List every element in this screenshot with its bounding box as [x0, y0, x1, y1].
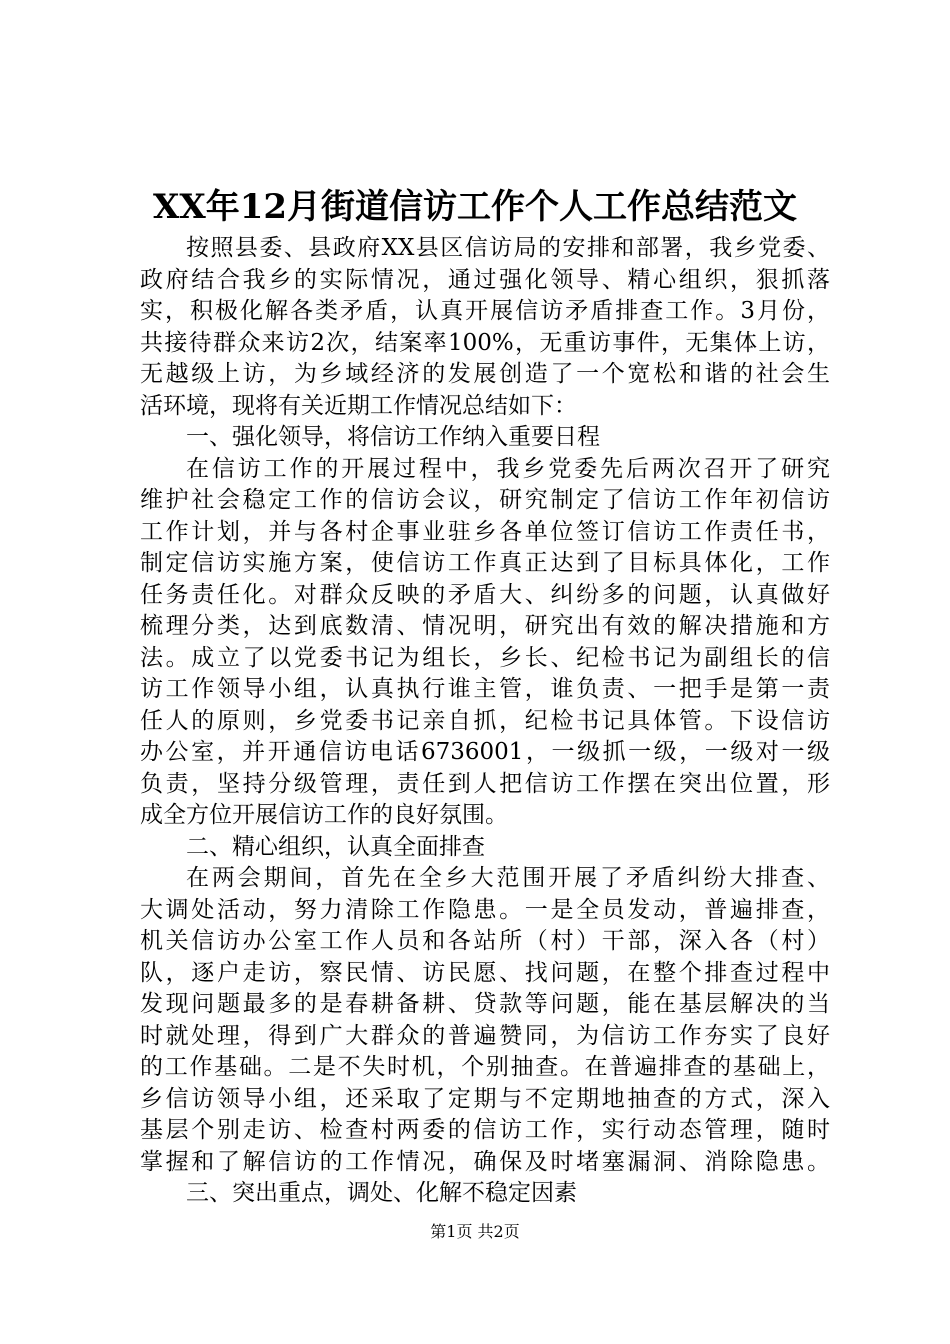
text-line: 法。成立了以党委书记为组长，乡长、纪检书记为副组长的信: [140, 644, 830, 671]
text-line: 队，逐户走访，察民情、访民愿、找问题，在整个排查过程中: [140, 959, 830, 986]
document-body: [140, 233, 830, 1210]
text-line: 时就处理，得到广大群众的普遍赞同，为信访工作夯实了良好: [140, 1022, 830, 1049]
text-line: 办公室，并开通信访电话6736001，一级抓一级，一级对一级: [140, 739, 830, 765]
text-line: 政府结合我乡的实际情况，通过强化领导、精心组织，狠抓落: [140, 266, 830, 293]
text-line: 任人的原则，乡党委书记亲自抓，纪检书记具体管。下设信访: [140, 707, 830, 734]
text-line: 按照县委、县政府XX县区信访局的安排和部署，我乡党委、: [186, 235, 830, 261]
text-line: 工作计划，并与各村企事业驻乡各单位签订信访工作责任书，: [140, 518, 830, 545]
text-line: 访工作领导小组，认真执行谁主管，谁负责、一把手是第一责: [140, 676, 830, 702]
text-line: 乡信访领导小组，还采取了定期与不定期地抽查的方式，深入: [140, 1085, 830, 1112]
text-line: 活环境，现将有关近期工作情况总结如下：: [140, 392, 577, 419]
document-title: XX年12月街道信访工作个人工作总结范文: [152, 187, 798, 227]
text-line: 在信访工作的开展过程中，我乡党委先后两次召开了研究: [186, 455, 830, 482]
text-line: 任务责任化。对群众反映的矛盾大、纠纷多的问题，认真做好: [140, 581, 830, 608]
text-line: 掌握和了解信访的工作情况，确保及时堵塞漏洞、消除隐患。: [140, 1148, 830, 1175]
section-heading: 一、强化领导，将信访工作纳入重要日程: [186, 424, 600, 450]
text-line: 在两会期间，首先在全乡大范围开展了矛盾纠纷大排查、: [186, 865, 830, 891]
text-line: 的工作基础。二是不失时机，个别抽查。在普遍排查的基础上，: [140, 1054, 830, 1080]
section-heading: 三、突出重点，调处、化解不稳定因素: [186, 1180, 577, 1206]
text-line: 实，积极化解各类矛盾，认真开展信访矛盾排查工作。3月份，: [140, 298, 830, 324]
text-line: 梳理分类，达到底数清、情况明，研究出有效的解决措施和方: [140, 613, 830, 639]
text-line: 基层个别走访、检查村两委的信访工作，实行动态管理，随时: [140, 1117, 830, 1143]
text-line: 负责，坚持分级管理，责任到人把信访工作摆在突出位置，形: [140, 770, 830, 797]
section-heading: 二、精心组织，认真全面排查: [186, 833, 485, 860]
text-line: 发现问题最多的是春耕备耕、贷款等问题，能在基层解决的当: [140, 991, 830, 1017]
text-line: 成全方位开展信访工作的良好氛围。: [140, 802, 508, 828]
text-line: 机关信访办公室工作人员和各站所（村）干部，深入各（村）: [140, 928, 830, 954]
text-line: 共接待群众来访2次，结案率100%，无重访事件，无集体上访，: [140, 329, 830, 356]
text-line: 维护社会稳定工作的信访会议，研究制定了信访工作年初信访: [140, 487, 830, 513]
text-line: 制定信访实施方案，使信访工作真正达到了目标具体化，工作: [140, 550, 830, 576]
text-line: 无越级上访，为乡域经济的发展创造了一个宽松和谐的社会生: [140, 361, 830, 387]
text-line: 大调处活动，努力清除工作隐患。一是全员发动，普遍排查，: [140, 896, 830, 923]
page-number-footer: 第1页 共2页: [430, 1222, 520, 1241]
